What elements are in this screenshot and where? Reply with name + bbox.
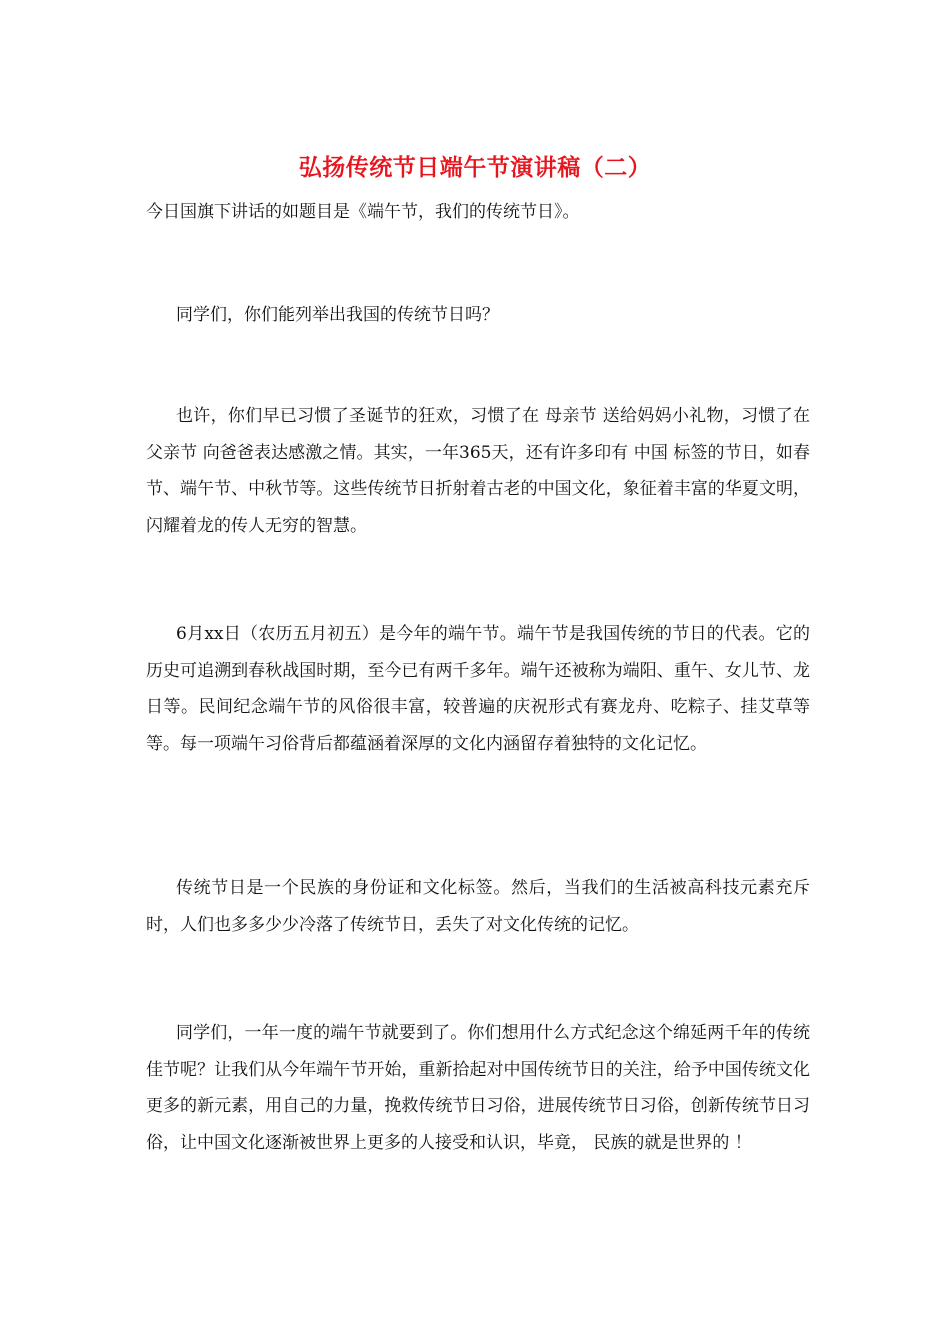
paragraph-1: 同学们，你们能列举出我国的传统节日吗？	[176, 305, 499, 325]
paragraph-2: 也许，你们早已习惯了圣诞节的狂欢，习惯了在 母亲节 送给妈妈小礼物，习惯了在 父亲节 向爸爸表达感激之情。其实，一年365天，还有许多印有 中国 标签的节日，如春节、端午节、中秋节等。这些传统节日折射着古老的中国文化，象征着丰富的华夏文明，闪耀着龙的传人无穷的智慧。	[146, 406, 810, 536]
document-title: 弘扬传统节日端午节演讲稿（二）	[298, 154, 652, 181]
paragraph-3: 6月xx日（农历五月初五）是今年的端午节。端午节是我国传统的节日的代表。它的历史可追溯到春秋战国时期，至今已有两千多年。端午还被称为端阳、重午、女儿节、龙日等。民间纪念端午节的风俗很丰富，较普遍的庆祝形式有赛龙舟、吃粽子、挂艾草等等。每一项端午习俗背后都蕴涵着深厚的文化内涵留存着独特的文化记忆。	[146, 624, 810, 754]
paragraph-5: 同学们，一年一度的端午节就要到了。你们想用什么方式纪念这个绵延两千年的传统佳节呢？让我们从今年端午节开始，重新拾起对中国传统节日的关注，给予中国传统文化更多的新元素，用自己的力量，挽救传统节日习俗，进展传统节日习俗，创新传统节日习俗，让中国文化逐渐被世界上更多的人接受和认识，毕竟， 民族的就是世界的 ！	[146, 1023, 810, 1153]
paragraph-4: 传统节日是一个民族的身份证和文化标签。然后，当我们的生活被高科技元素充斥时，人们也多多少少冷落了传统节日，丢失了对文化传统的记忆。	[146, 878, 810, 935]
intro-line: 今日国旗下讲话的如题目是《端午节，我们的传统节日》。	[146, 202, 580, 222]
